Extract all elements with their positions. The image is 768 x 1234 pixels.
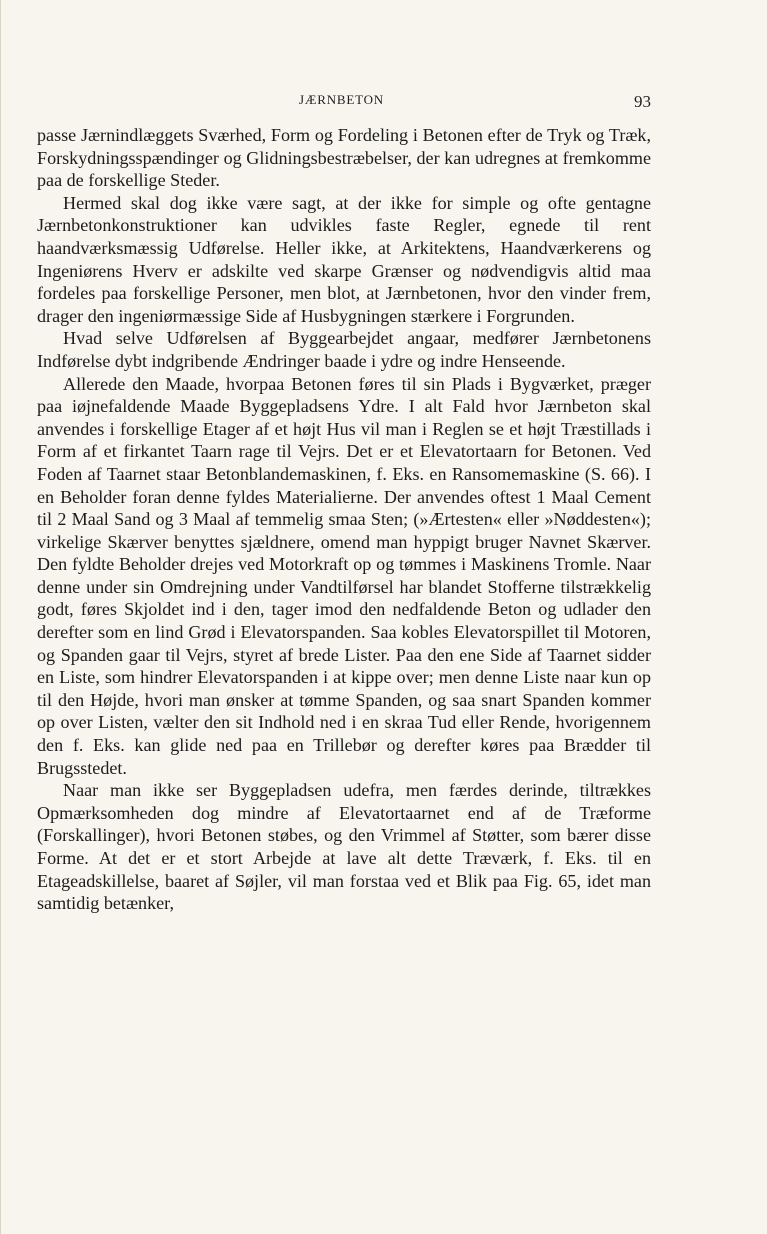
paragraph-naar-man: Naar man ikke ser Byggepladsen udefra, men færdes derinde, tiltrækkes Opmærksomheden dog mindre af Elevatortaarnet end af de Træforme (Forskallinger), hvori Betonen støbes, og den Vrimmel af Støtter, som bærer disse Forme. At det er et stort Arbejde at lave alt dette Træværk, f. Eks. til en Etageadskillelse, baaret af Søjler, vil man forstaa ved et Blik paa Fig. 65, idet man samtidig betænker, [37,780,651,914]
paragraph-hvad-selve: Hvad selve Udførelsen af Byggearbejdet angaar, medfører Jærnbetonens Indførelse dybt indgribende Ændringer baade i ydre og indre Henseende. [37,328,651,371]
running-title: JÆRNBETON [299,92,384,107]
running-header [1,92,768,110]
page-number: 93 [634,92,651,111]
paragraph-continuation: passe Jærnindlæggets Sværhed, Form og Fordeling i Betonen efter de Tryk og Træk, Forskydningsspændinger og Glidningsbestræbelser, der kan udregnes at fremkomme paa de forskellige Steder. [37,125,651,191]
paragraph-allerede: Allerede den Maade, hvorpaa Betonen føres til sin Plads i Bygværket, præger paa iøjnefaldende Maade Byggepladsens Ydre. I alt Fald hvor Jærnbeton skal anvendes i forskellige Etager af et højt Hus vil man i Reglen se et højt Træstillads i Form af et firkantet Taarn rage til Vejrs. Det er et Elevatortaarn for Betonen. Ved Foden af Taarnet staar Betonblandemaskinen, f. Eks. en Ransomemaskine (S. 66). I en Beholder foran denne fyldes Materialierne. Der anvendes oftest 1 Maal Cement til 2 Maal Sand og 3 Maal af temmelig smaa Sten; (»Ærtesten« eller »Nøddesten«); virkelige Skærver benyttes sjældnere, omend man hyppigt bruger Navnet Skærver. Den fyldte Beholder drejes ved Motorkraft op og tømmes i Maskinens Tromle. Naar denne under sin Omdrejning under Vandtilførsel har blandet Stofferne tilstrækkelig godt, føres Skjoldet ind i den, tager imod den nedfaldende Beton og udlader den derefter som en lind Grød i Elevatorspanden. Saa kobles Elevatorspillet til Motoren, og Spanden gaar til Vejrs, styret af brede Lister. Paa den ene Side af Taarnet sidder en Liste, som hindrer Elevatorspanden i at kippe over; men denne Liste naar kun op til den Højde, hvori man ønsker at tømme Spanden, og saa snart Spanden kommer op over Listen, vælter den sit Indhold ned i en skraa Tud eller Rende, hvorigennem den f. Eks. kan glide ned paa en Trillebør og derefter køres paa Brædder til Brugsstedet. [37,373,651,778]
body-text [37,124,651,915]
paragraph-hermed: Hermed skal dog ikke være sagt, at der ikke for simple og ofte gentagne Jærnbetonkonstruktioner kan udvikles faste Regler, egnede til rent haandværksmæssig Udførelse. Heller ikke, at Arkitektens, Haandværkerens og Ingeniørens Hverv er adskilte ved skarpe Grænser og nødvendigvis altid maa fordeles paa forskellige Personer, men blot, at Jærnbetonen, hvor den vinder frem, drager den ingeniørmæssige Side af Husbygningen stærkere i Forgrunden. [37,192,651,326]
